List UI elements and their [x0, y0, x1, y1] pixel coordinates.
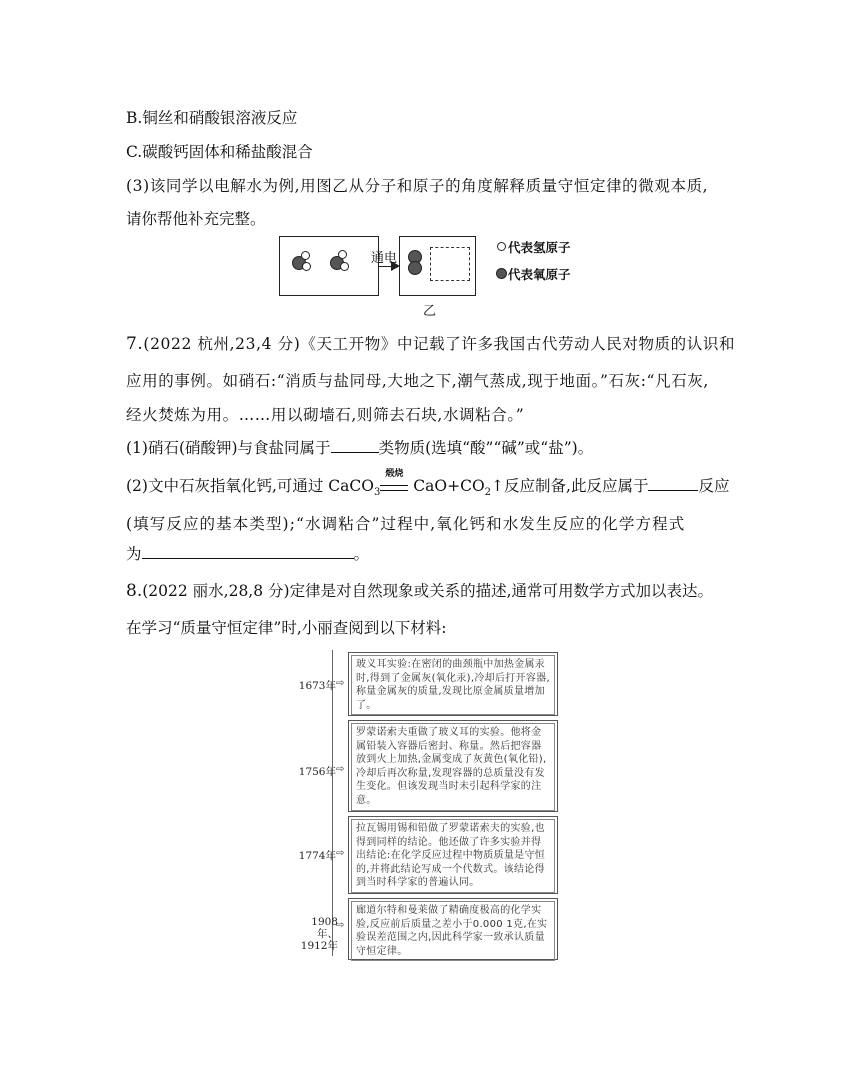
condition-label: 煅烧: [385, 469, 404, 479]
legend-hydrogen: 代表氢原子: [508, 240, 571, 255]
oxygen-legend-icon: [496, 268, 507, 279]
arrow-label: 通电: [371, 251, 398, 266]
q7-line3: 经火焚炼为用。……用以砌墙石,则筛去石块,水调粘合。”: [126, 406, 525, 424]
history-timeline: [296, 648, 562, 958]
timeline-entry: [348, 898, 558, 960]
q7-part1-b: 类物质(选填“酸”“碱”或“盐”)。: [378, 439, 594, 457]
q7-number: 7.: [126, 334, 144, 354]
q8-line2: 在学习“质量守恒定律”时,小丽查阅到以下材料:: [126, 619, 447, 637]
q6-part3-line1: (3)该同学以电解水为例,用图乙从分子和原子的角度解释质量守恒定律的微观本质,: [126, 177, 709, 195]
before-reaction-box: [279, 236, 379, 296]
q7-part2-line3-b: 。: [353, 545, 370, 563]
option-c: C.碳酸钙固体和稀盐酸混合: [126, 143, 313, 161]
q6-part3-line2: 请你帮他补充完整。: [126, 210, 266, 228]
q7-part2-line3: [126, 542, 369, 564]
timeline-year: 1756年: [298, 766, 336, 778]
q7-part2-line3-a: 为: [126, 545, 142, 563]
answer-blank: [142, 557, 354, 559]
q7-line2: 应用的事例。如硝石:“消质与盐同母,大地之下,潮气蒸成,现于地面。”石灰:“凡石灰,: [126, 372, 709, 390]
hydrogen-legend-icon: [497, 242, 506, 251]
q7-part2-line2: (填写反应的基本类型);“水调粘合”过程中,氧化钙和水发生反应的化学方程式: [126, 515, 686, 533]
arrow-right-icon: ⇨: [336, 678, 345, 689]
arrow-right-icon: ⇨: [336, 920, 345, 931]
q8-number: 8.: [126, 581, 143, 601]
figure-caption: 乙: [423, 304, 437, 319]
timeline-year: 1774年: [298, 850, 336, 862]
q7-part2-b: CaO+CO: [408, 477, 485, 495]
timeline-entry: [348, 652, 558, 716]
q7-part2: [126, 469, 730, 499]
q7-part2-c: ↑反应制备,此反应属于: [491, 477, 649, 495]
reaction-arrow: [378, 266, 392, 267]
q7-sub2: 2: [484, 487, 492, 499]
q7-part2-d: 反应: [698, 477, 730, 495]
after-reaction-box: [399, 236, 476, 296]
hydrogen-atom: [302, 262, 311, 271]
timeline-entry-text: 罗蒙诺索夫重做了玻义耳的实验。他将金属铅装入容器后密封、称量。然后把容器放到火上加热,金属变成了灰黄色(氧化铅),冷却后再次称量,发现容器的总质量没有发生变化。但该发现当时未引起科学家的注意。: [351, 723, 555, 811]
option-b: B.铜丝和硝酸银溶液反应: [126, 109, 298, 127]
blank-dashed-box: [430, 247, 470, 281]
reaction-condition: [380, 469, 408, 491]
q7-line1: [126, 332, 735, 354]
hydrogen-atom: [338, 250, 347, 259]
answer-blank: [648, 489, 698, 491]
q7-sub3: 3: [373, 487, 381, 499]
timeline-entry: [348, 816, 558, 894]
timeline-year: 1908年、1912年: [300, 916, 338, 952]
timeline-entry-text: 拉瓦锡用锡和铅做了罗蒙诺索夫的实验,也得到同样的结论。他还做了许多实验并得出结论:在化学反应过程中物质质量是守恒的,并将此结论写成一个代数式。该结论得到当时科学家的普遍认同。: [351, 819, 555, 893]
arrow-right-icon: ⇨: [336, 764, 345, 775]
hydrogen-atom: [340, 262, 349, 271]
timeline-entry-text: 廊道尔特和曼莱做了精确度极高的化学实验,反应前后质量之差小于0.000 1克,在实验误差范围之内,因此科学家一致承认质量守恒定律。: [351, 901, 555, 961]
timeline-year: 1673年: [298, 680, 336, 692]
arrow-right-icon: ⇨: [336, 848, 345, 859]
hydrogen-atom: [301, 251, 310, 260]
q7-part1-a: (1)硝石(硝酸钾)与食盐同属于: [126, 439, 331, 457]
timeline-axis: [332, 650, 333, 956]
q8-line1-text: (2022 丽水,28,8 分)定律是对自然现象或关系的描述,通常可用数学方式加以表达。: [142, 582, 713, 600]
legend-oxygen: 代表氧原子: [508, 267, 571, 282]
oxygen-atom: [408, 261, 422, 275]
timeline-entry: [348, 720, 558, 812]
q7-line1-text: (2022 杭州,23,4 分)《天工开物》中记载了许多我国古代劳动人民对物质的认识和: [143, 335, 736, 353]
q8-line1: [126, 579, 713, 601]
timeline-entry-text: 玻义耳实验:在密闭的曲颈瓶中加热金属汞时,得到了金属灰(氧化汞),冷却后打开容器,称量金属灰的质量,发现比原金属质量增加了。: [351, 655, 555, 715]
q7-part2-a: (2)文中石灰指氧化钙,可通过 CaCO: [126, 477, 374, 495]
q7-part1: [126, 436, 593, 458]
answer-blank: [331, 451, 379, 453]
